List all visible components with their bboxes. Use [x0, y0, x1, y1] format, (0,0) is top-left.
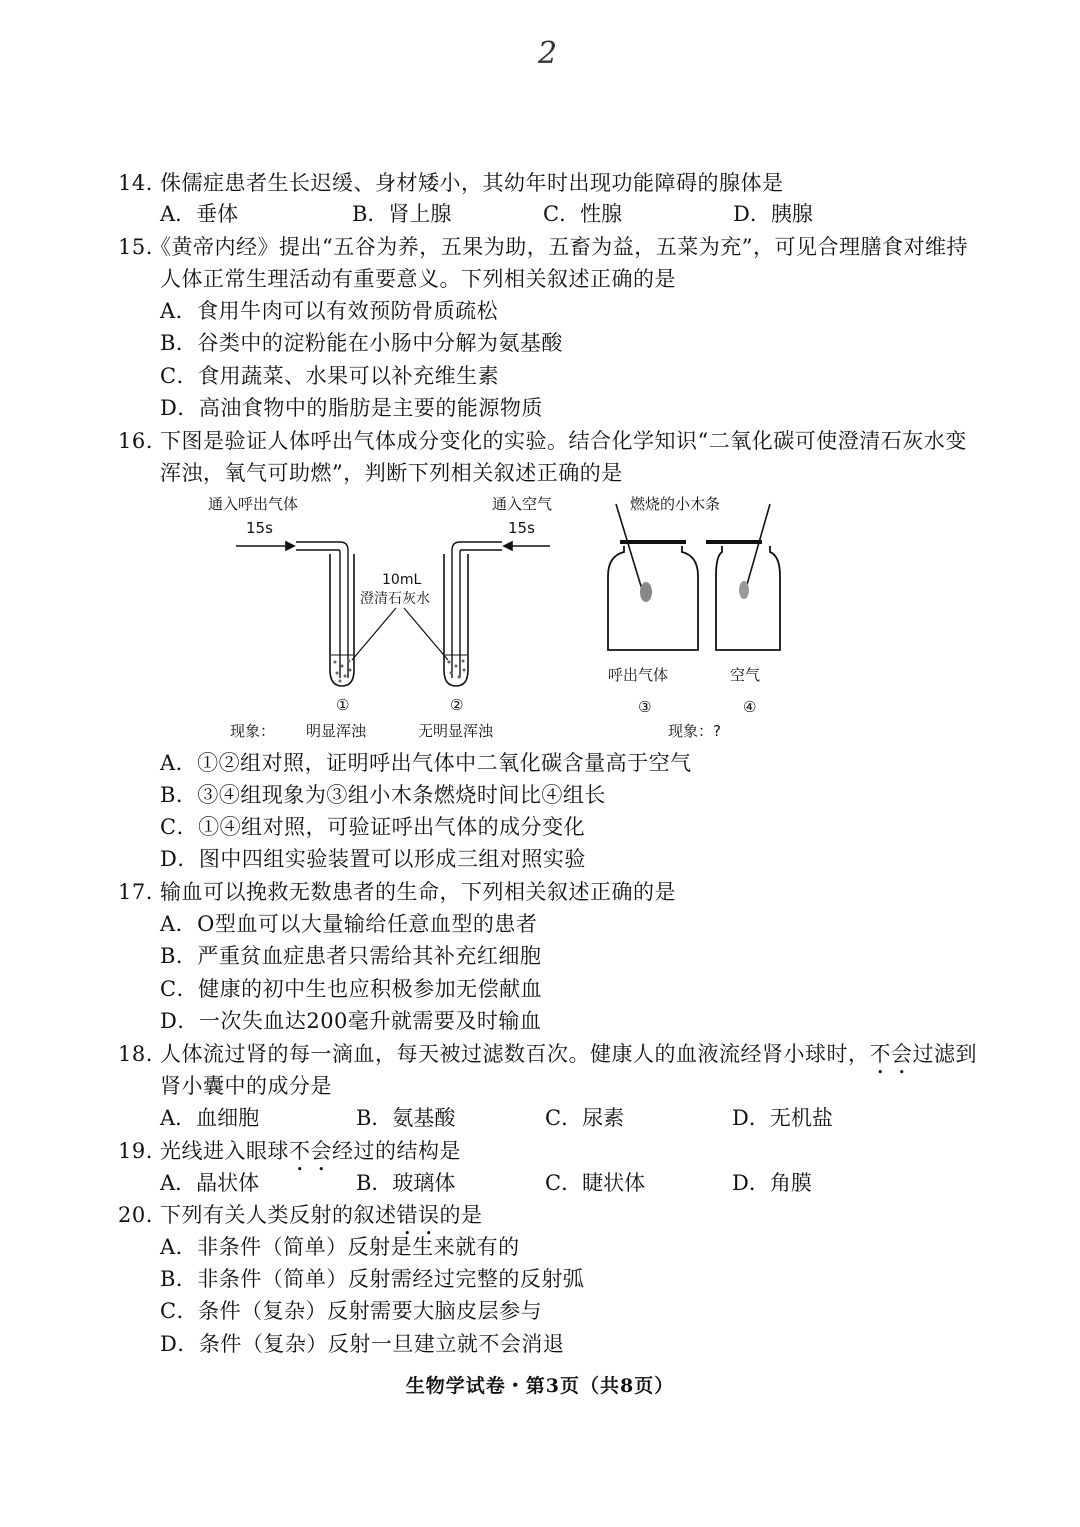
- label-time-2: 15s: [508, 519, 535, 537]
- q20-stem-part-c: 的是: [439, 1203, 483, 1227]
- question-16-option-a: A．①②组对照，证明呼出气体中二氧化碳含量高于空气: [160, 751, 692, 775]
- question-14-option-b: B．肾上腺: [352, 202, 452, 226]
- question-18-option-c: C．尿素: [545, 1106, 625, 1130]
- label-num-3: ③: [638, 698, 652, 716]
- question-19-option-d: D．角膜: [732, 1171, 812, 1195]
- q20-stem-part-a: 下列有关人类反射的叙述: [160, 1203, 397, 1227]
- question-19-number: 19.: [118, 1139, 153, 1163]
- question-15-option-b: B．谷类中的淀粉能在小肠中分解为氨基酸: [160, 331, 563, 355]
- label-time-1: 15s: [246, 519, 273, 537]
- test-tube-1: [296, 542, 354, 686]
- label-phenomenon-2: 现象：?: [668, 722, 721, 740]
- flame-4: [739, 581, 749, 599]
- question-17-option-a: A．O型血可以大量输给任意血型的患者: [160, 912, 538, 936]
- question-15-option-a: A．食用牛肉可以有效预防骨质疏松: [160, 299, 499, 323]
- label-jar-4: 空气: [730, 666, 761, 684]
- label-num-2: ②: [450, 696, 464, 714]
- label-num-4: ④: [743, 698, 757, 716]
- test-tube-2: [444, 542, 502, 686]
- label-jar-3: 呼出气体: [608, 666, 669, 684]
- question-19-option-b: B．玻璃体: [356, 1171, 456, 1195]
- question-17-number: 17.: [118, 880, 153, 904]
- question-14-option-c: C．性腺: [543, 202, 623, 226]
- liquid-2: [448, 660, 466, 679]
- question-16-stem-line1: 下图是验证人体呼出气体成分变化的实验。结合化学知识“二氧化碳可使澄清石灰水变: [160, 429, 967, 453]
- label-reagent: 澄清石灰水: [360, 591, 430, 607]
- question-19-option-a: A．晶状体: [160, 1171, 260, 1195]
- question-16-option-d: D．图中四组实验装置可以形成三组对照实验: [160, 847, 586, 871]
- question-18-stem-line2: 肾小囊中的成分是: [160, 1074, 332, 1098]
- question-17-option-d: D．一次失血达200毫升就需要及时输血: [160, 1009, 542, 1033]
- question-18-option-d: D．无机盐: [732, 1106, 833, 1130]
- question-14-option-a: A．垂体: [160, 202, 239, 226]
- label-air-in: 通入空气: [492, 495, 553, 513]
- q18-stem-part-a: 人体流过肾的每一滴血，每天被过滤数百次。健康人的血液流经肾小球时，: [160, 1042, 870, 1066]
- flame-3: [640, 582, 652, 602]
- page-mark: 2: [538, 36, 558, 71]
- label-result-1: 明显浑浊: [306, 722, 367, 740]
- jar-3: [608, 504, 698, 650]
- q19-emphasis: 不会: [289, 1139, 332, 1163]
- reagent-pointer-lines: [352, 608, 448, 660]
- question-20-option-b: B．非条件（简单）反射需经过完整的反射弧: [160, 1267, 585, 1291]
- q19-stem-part-c: 经过的结构是: [332, 1139, 461, 1163]
- question-15-stem-line1: 《黄帝内经》提出“五谷为养，五果为助，五畜为益，五菜为充”，可见合理膳食对维持: [150, 235, 968, 259]
- question-16-stem-line2: 浑浊，氧气可助燃”，判断下列相关叙述正确的是: [160, 461, 623, 485]
- question-14-stem: 侏儒症患者生长迟缓、身材矮小，其幼年时出现功能障碍的腺体是: [160, 171, 784, 195]
- question-15-stem-line2: 人体正常生理活动有重要意义。下列相关叙述正确的是: [160, 267, 676, 291]
- experiment-diagram: [190, 490, 800, 740]
- label-burning-stick: 燃烧的小木条: [630, 495, 721, 513]
- question-15-option-c: C．食用蔬菜、水果可以补充维生素: [160, 364, 500, 388]
- question-16-option-b: B．③④组现象为③组小木条燃烧时间比④组长: [160, 783, 606, 807]
- question-15-number: 15.: [118, 235, 153, 259]
- q18-emphasis: 不会: [869, 1042, 913, 1066]
- arrow-air: [504, 542, 550, 550]
- question-17-option-b: B．严重贫血症患者只需给其补充红细胞: [160, 944, 542, 968]
- question-15-option-d: D．高油食物中的脂肪是主要的能源物质: [160, 396, 543, 420]
- question-14-number: 14.: [118, 171, 153, 195]
- page-footer: 生物学试卷・第3页（共8页）: [405, 1375, 675, 1397]
- question-18-number: 18.: [118, 1042, 153, 1066]
- question-17-stem: 输血可以挽救无数患者的生命，下列相关叙述正确的是: [160, 880, 676, 904]
- label-exhaled-in: 通入呼出气体: [208, 495, 299, 513]
- question-17-option-c: C．健康的初中生也应积极参加无偿献血: [160, 977, 543, 1001]
- q19-stem-part-a: 光线进入眼球: [160, 1139, 289, 1163]
- q18-stem-part-c: 过滤到: [912, 1042, 977, 1066]
- q20-emphasis: 错误: [396, 1203, 440, 1227]
- question-19-option-c: C．睫状体: [545, 1171, 646, 1195]
- question-20-number: 20.: [118, 1203, 153, 1227]
- question-18-option-a: A．血细胞: [160, 1106, 260, 1130]
- liquid-1: [334, 660, 352, 683]
- label-phenomenon-1: 现象：: [230, 722, 276, 740]
- question-20-option-d: D．条件（复杂）反射一旦建立就不会消退: [160, 1332, 565, 1356]
- question-20-option-a: A．非条件（简单）反射是生来就有的: [160, 1235, 520, 1259]
- question-16-number: 16.: [118, 429, 153, 453]
- question-18-option-b: B．氨基酸: [356, 1106, 456, 1130]
- question-14-option-d: D．胰腺: [733, 202, 813, 226]
- arrow-exhaled: [236, 542, 294, 550]
- question-20-option-c: C．条件（复杂）反射需要大脑皮层参与: [160, 1299, 543, 1323]
- label-num-1: ①: [336, 696, 350, 714]
- jar-4: [706, 504, 780, 650]
- label-volume: 10mL: [382, 572, 422, 588]
- question-16-option-c: C．①④组对照，可验证呼出气体的成分变化: [160, 815, 586, 839]
- label-result-2: 无明显浑浊: [418, 722, 494, 740]
